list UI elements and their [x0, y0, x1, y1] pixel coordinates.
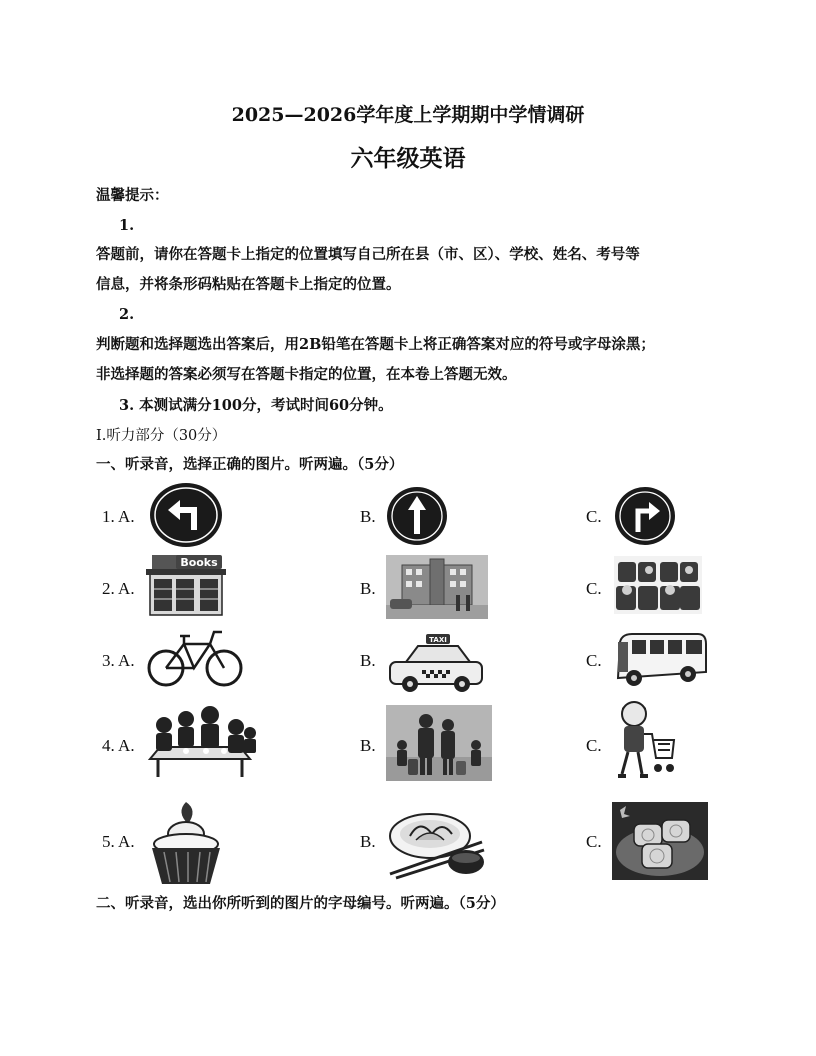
item-4-option-a: 4. A.: [102, 736, 135, 755]
page-subtitle: 六年级英语: [350, 145, 466, 172]
notice-line-3: 判断题和选择题选出答案后，用2B铅笔在答题卡上将正确答案对应的符号或字母涂黑；: [96, 336, 655, 353]
item-2-option-a: 2. A.: [102, 579, 135, 598]
item-4-option-c: C.: [586, 736, 602, 755]
dumplings-icon: [386, 804, 488, 880]
item-5-option-a: 5. A.: [102, 832, 135, 851]
item-1-option-b: B.: [360, 507, 376, 526]
go-straight-sign-icon: [386, 486, 448, 546]
item-1-option-a: 1. A.: [102, 507, 135, 526]
notice-line-1: 答题前，请你在答题卡上指定的位置填写自己所在县（市、区）、学校、姓名、考号等: [96, 246, 640, 263]
question-2-heading: 二、听录音，选出你所听到的图片的字母编号。听两遍。（5分）: [96, 895, 505, 912]
notice-line-4: 非选择题的答案必须写在答题卡指定的位置，在本卷上答题无效。: [96, 366, 517, 383]
notice-heading: 温馨提示：: [96, 187, 169, 204]
item-2-option-b: B.: [360, 579, 376, 598]
family-travel-icon: [386, 705, 492, 781]
taxi-icon: [386, 632, 486, 694]
family-meal-icon: [146, 703, 260, 781]
turn-left-sign-icon: [148, 482, 224, 548]
item-1-option-c: C.: [586, 507, 602, 526]
item-3-option-c: C.: [586, 651, 602, 670]
bus-icon: [612, 628, 708, 690]
notice-line-5: 3. 本测试满分100分，考试时间60分钟。: [119, 397, 393, 414]
boy-shopping-cart-icon: [612, 698, 676, 786]
taxi-sign-text: TAXI: [429, 636, 447, 644]
item-5-option-c: C.: [586, 832, 602, 851]
part-heading: I.听力部分（30分）: [96, 428, 227, 444]
bicycle-icon: [146, 626, 244, 688]
bookstore-sign-text: Books: [180, 556, 218, 569]
item-2-option-c: C.: [586, 579, 602, 598]
item-4-option-b: B.: [360, 736, 376, 755]
item-3-option-b: B.: [360, 651, 376, 670]
notice-number-2: 2.: [119, 306, 135, 323]
turn-right-sign-icon: [614, 486, 676, 546]
cupcake-icon: [146, 800, 226, 886]
cinema-icon: [614, 556, 702, 614]
item-5-option-b: B.: [360, 832, 376, 851]
school-icon: [386, 555, 488, 619]
mooncakes-icon: [612, 802, 708, 880]
page-title: 2025—2026学年度上学期期中学情调研: [231, 104, 585, 126]
item-3-option-a: 3. A.: [102, 651, 135, 670]
notice-number-1: 1.: [119, 217, 135, 234]
bookstore-icon: [146, 553, 226, 617]
notice-line-2: 信息，并将条形码粘贴在答题卡上指定的位置。: [96, 276, 401, 293]
question-1-heading: 一、听录音，选择正确的图片。听两遍。（5分）: [96, 456, 404, 473]
